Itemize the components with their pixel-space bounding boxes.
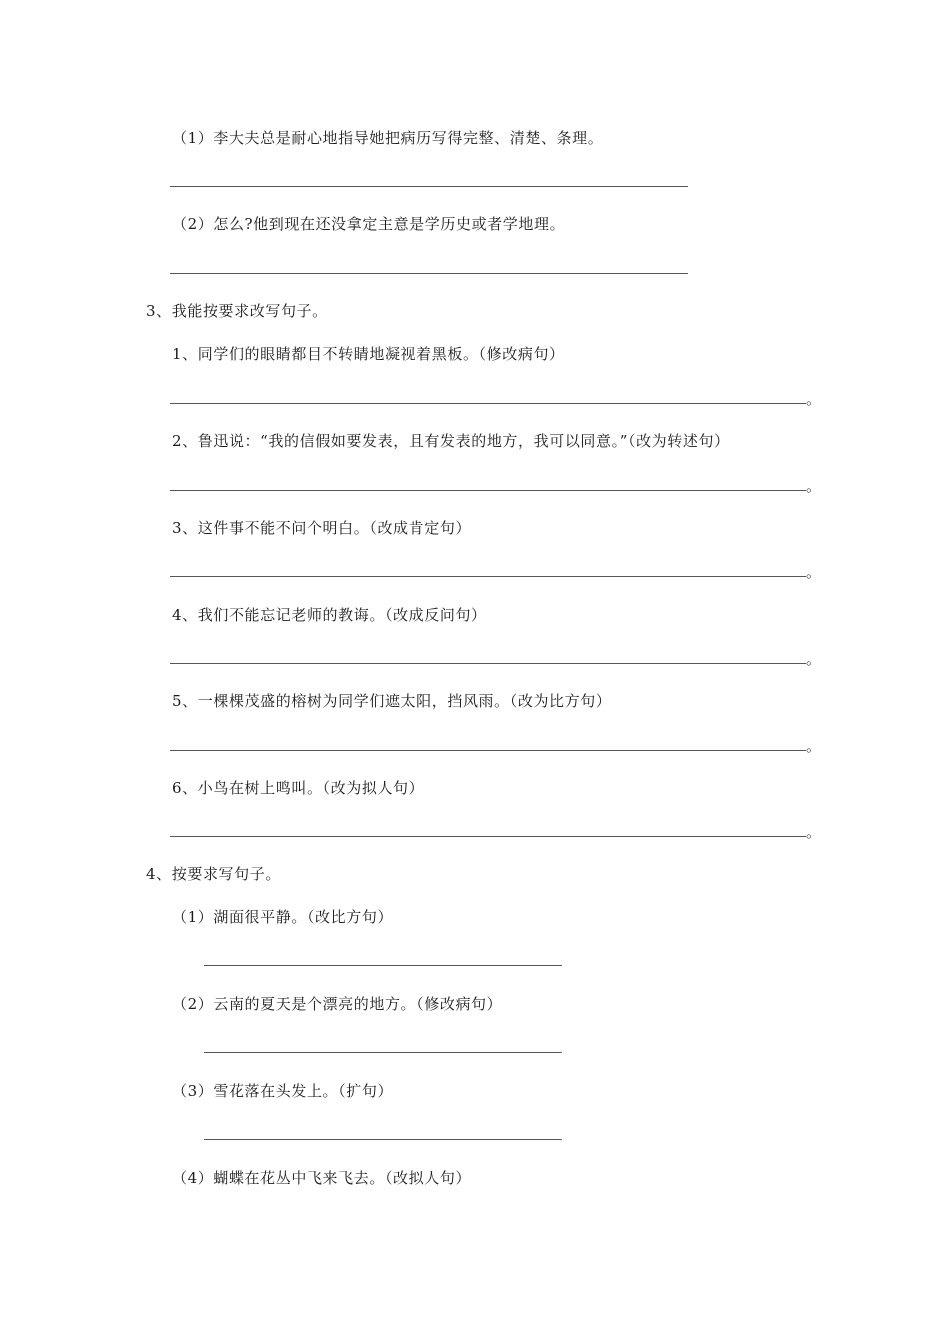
question-3-2: 2、鲁迅说：“我的信假如要发表，且有发表的地方，我可以同意。”（改为转述句）: [172, 432, 730, 450]
question-2-1: （1）李大夫总是耐心地指导她把病历写得完整、清楚、条理。: [172, 129, 604, 147]
question-3-5: 5、一棵棵茂盛的榕树为同学们遮太阳，挡风雨。（改为比方句）: [172, 692, 612, 710]
section-3-heading: 3、我能按要求改写句子。: [146, 302, 328, 320]
answer-line-3-2[interactable]: [170, 490, 806, 491]
answer-line-4-2[interactable]: [204, 1052, 562, 1053]
question-3-1: 1、同学们的眼睛都目不转睛地凝视着黑板。（修改病句）: [172, 345, 565, 363]
answer-line-4-3[interactable]: [204, 1139, 562, 1140]
answer-line-3-6[interactable]: [170, 836, 806, 837]
question-4-3: （3）雪花落在头发上。（扩句）: [172, 1082, 394, 1100]
period-mark: 。: [806, 563, 822, 581]
question-4-4: （4）蝴蝶在花丛中飞来飞去。（改拟人句）: [172, 1169, 472, 1187]
question-2-2: （2）怎么?他到现在还没拿定主意是学历史或者学地理。: [172, 215, 566, 233]
section-4-heading: 4、按要求写句子。: [146, 865, 281, 883]
answer-line-3-1[interactable]: [170, 403, 806, 404]
answer-line-3-3[interactable]: [170, 576, 806, 577]
question-3-3: 3、这件事不能不问个明白。（改成肯定句）: [172, 519, 472, 537]
answer-line-2-2[interactable]: [170, 273, 688, 274]
question-4-2: （2）云南的夏天是个漂亮的地方。（修改病句）: [172, 995, 503, 1013]
period-mark: 。: [806, 650, 822, 668]
question-4-1: （1）湖面很平静。（改比方句）: [172, 908, 394, 926]
answer-line-3-5[interactable]: [170, 750, 806, 751]
period-mark: 。: [806, 737, 822, 755]
period-mark: 。: [806, 823, 822, 841]
question-3-4: 4、我们不能忘记老师的教诲。（改成反问句）: [172, 606, 487, 624]
period-mark: 。: [806, 390, 822, 408]
question-3-6: 6、小鸟在树上鸣叫。（改为拟人句）: [172, 779, 425, 797]
answer-line-3-4[interactable]: [170, 663, 806, 664]
period-mark: 。: [806, 477, 822, 495]
answer-line-4-1[interactable]: [204, 965, 562, 966]
answer-line-2-1[interactable]: [170, 186, 688, 187]
